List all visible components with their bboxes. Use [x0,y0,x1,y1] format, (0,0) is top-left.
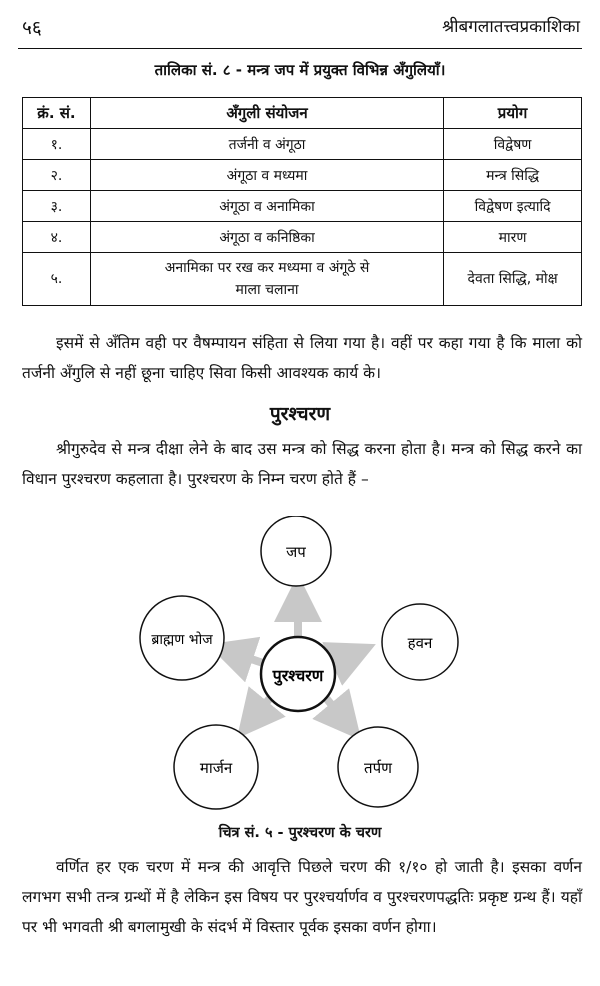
cell-use: देवता सिद्धि, मोक्ष [444,253,582,306]
table-row [23,253,582,306]
cell-combo: अंगूठा व कनिष्ठिका [90,222,443,253]
cell-use: मारण [444,222,582,253]
arrow-to-havan [332,654,354,664]
table-header-row [23,98,582,129]
paragraph-conclusion-text: वर्णित हर एक चरण में मन्त्र की आवृत्ति पिछले चरण की १/१० हो जाती है। इसका वर्णन लगभग सभी तन्त्र ग्रन्थों में है लेकिन इस विषय पर पुरश्चर्यार्णव व पुरश्चरणपद्धतिः प्रकृष्ट ग्रन्थ हैं। यहाँ पर भी भगवती श्री बगलामुखी के संदर्भ में विस्तार पूर्वक इसका वर्णन होगा। [22,858,582,936]
table-caption: तालिका सं. ८ - मन्त्र जप में प्रयुक्त विभिन्न अँगुलियाँ। [154,61,446,79]
cell-sno: १. [23,129,91,160]
tarpan-label: तर्पण [364,759,392,777]
jap-label: जप [286,543,306,561]
cell-use: विद्वेषण इत्यादि [444,191,582,222]
node-center [261,637,335,711]
page-header [22,14,580,40]
brahman-bhoj-label: ब्राह्मण भोज [151,632,213,648]
running-title: श्रीबगलातत्त्वप्रकाशिका [442,17,580,37]
table-row [23,129,582,160]
cell-combo-line2: माला चलाना [235,282,299,298]
node-tarpan [338,727,418,807]
cell-combo: अंगूठा व मध्यमा [90,160,443,191]
cell-use: विद्वेषण [444,129,582,160]
page-number: ५६ [22,17,42,39]
column-header-use: प्रयोग [444,98,582,129]
finger-table [22,97,582,306]
paragraph-finger-note [22,328,582,388]
node-brahman-bhoj [140,596,224,680]
paragraph-conclusion [22,852,582,942]
table-row [23,160,582,191]
section-heading: पुरश्चरण [269,403,331,425]
table-row [23,222,582,253]
node-marjan [174,725,258,809]
marjan-label: मार्जन [199,759,233,777]
cell-sno: २. [23,160,91,191]
node-havan [382,604,458,680]
paragraph-purashcharan-intro [22,434,582,494]
arrow-to-marjan [252,698,270,720]
column-header-sno: क्रं. सं. [23,98,91,129]
node-jap [261,516,331,586]
cell-sno: ३. [23,191,91,222]
paragraph-finger-note-text: इसमें से अँतिम वही पर वैषम्पायन संहिता से लिया गया है। वहीं पर कहा गया है कि माला को तर्जनी अँगुलि से नहीं छूना चाहिए सिवा किसी आवश्यक कार्य के। [22,334,582,382]
cell-combo: अंगूठा व अनामिका [90,191,443,222]
column-header-combo: अँगुली संयोजन [90,98,443,129]
arrow-to-tarpan [326,698,346,722]
cell-combo: तर्जनी व अंगूठा [90,129,443,160]
table-row [23,191,582,222]
header-rule [18,48,582,49]
cell-sno: ५. [23,253,91,306]
havan-label: हवन [407,634,433,652]
cell-use: मन्त्र सिद्धि [444,160,582,191]
paragraph-purashcharan-intro-text: श्रीगुरुदेव से मन्त्र दीक्षा लेने के बाद उस मन्त्र को सिद्ध करना होता है। मन्त्र को सिद्ध करने का विधान पुरश्चरण कहलाता है। पुरश्चरण के निम्न चरण होते हैं – [22,440,582,488]
purashcharan-diagram [120,516,480,816]
cell-combo [90,253,443,306]
center-label: पुरश्चरण [272,666,324,685]
cell-combo-line1: अनामिका पर रख कर मध्यमा व अंगूठे से [164,260,370,276]
cell-sno: ४. [23,222,91,253]
figure-caption: चित्र सं. ५ - पुरश्चरण के चरण [218,825,382,841]
arrow-to-brahman-bhoj [230,652,266,664]
